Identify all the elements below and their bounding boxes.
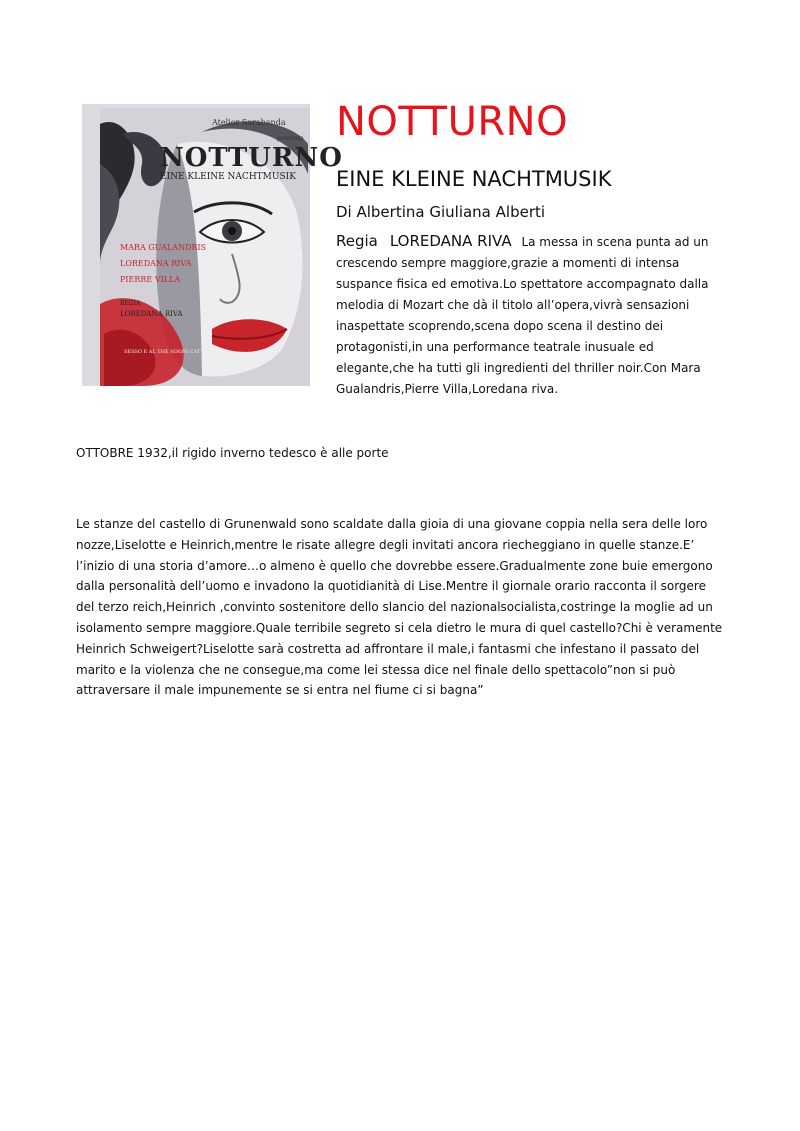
page-subtitle: EINE KLEINE NACHTMUSIK: [336, 167, 612, 191]
poster-regia-label: REGIA: [120, 300, 141, 307]
poster-image: [82, 104, 343, 386]
poster-header: Atelier Sarabanda: [212, 118, 286, 127]
description-text: La messa in scena punta ad un crescendo sempre maggiore,grazie a momenti di intensa suspance fisica ed emotiva.Lo spettatore accompagnato dalla melodia di Mozart che dà il titolo all’opera,vivrà sensazioni inaspettate scoprendo,scena dopo scena il destino dei protagonisti,in una performance teatrale inusuale ed elegante,che ha tutti gli ingredienti del thriller noir.Con Mara Gualandris,Pierre Villa,Loredana riva.: [336, 235, 709, 396]
date-line: OTTOBRE 1932,il rigido inverno tedesco è alle porte: [76, 446, 389, 460]
poster-cast-1: MARA GUALANDRIS: [120, 243, 207, 252]
poster-cast-3: PIERRE VILLA: [120, 275, 181, 284]
page-title: NOTTURNO: [336, 99, 569, 145]
body-paragraph: Le stanze del castello di Grunenwald sono scaldate dalla gioia di una giovane coppia nella sera delle loro nozze,Liselotte e Heinrich,mentre le risate allegre degli invitati ancora riecheggiano in quelle stanze.E’ l’inizio di una storia d’amore…o almeno è quello che dovrebbe essere.Gradualmente zone buie emergono dalla personalità dell’uomo e invadono la quotidianità di Lise.Mentre il giornale orario racconta il sorgere del terzo reich,Heinrich ,convinto sostenitore dello slancio del nazionalsocialista,costringe la moglie ad un isolamento sempre maggiore.Quale terribile segreto si cela dietro le mura di quel castello?Chi è veramente Heinrich Schweigert?Liselotte sarà costretta ad affrontare il male,i fantasmi che infestano il passato del marito e la violenza che ne consegue,ma come lei stessa dice nel finale dello spettacolo”non si può attraversare il male impunemente se si entra nel fiume ci si bagna”: [76, 517, 723, 698]
description-paragraph: [336, 231, 714, 400]
poster-title: NOTTURNO: [160, 143, 343, 173]
poster-subtitle: EINE KLEINE NACHTMUSIK: [160, 172, 296, 182]
author-line: Di Albertina Giuliana Alberti: [336, 203, 546, 221]
poster-footer: SESSO E AL THE SOGNI CATTIVI: [124, 349, 212, 355]
poster-regia-name: LOREDANA RIVA: [120, 310, 183, 318]
regia-label: Regia: [336, 232, 378, 250]
poster-presenta: presenta: [277, 135, 304, 142]
regia-name: LOREDANA RIVA: [389, 232, 512, 250]
poster-cast-2: LOREDANA RIVA: [120, 259, 192, 268]
